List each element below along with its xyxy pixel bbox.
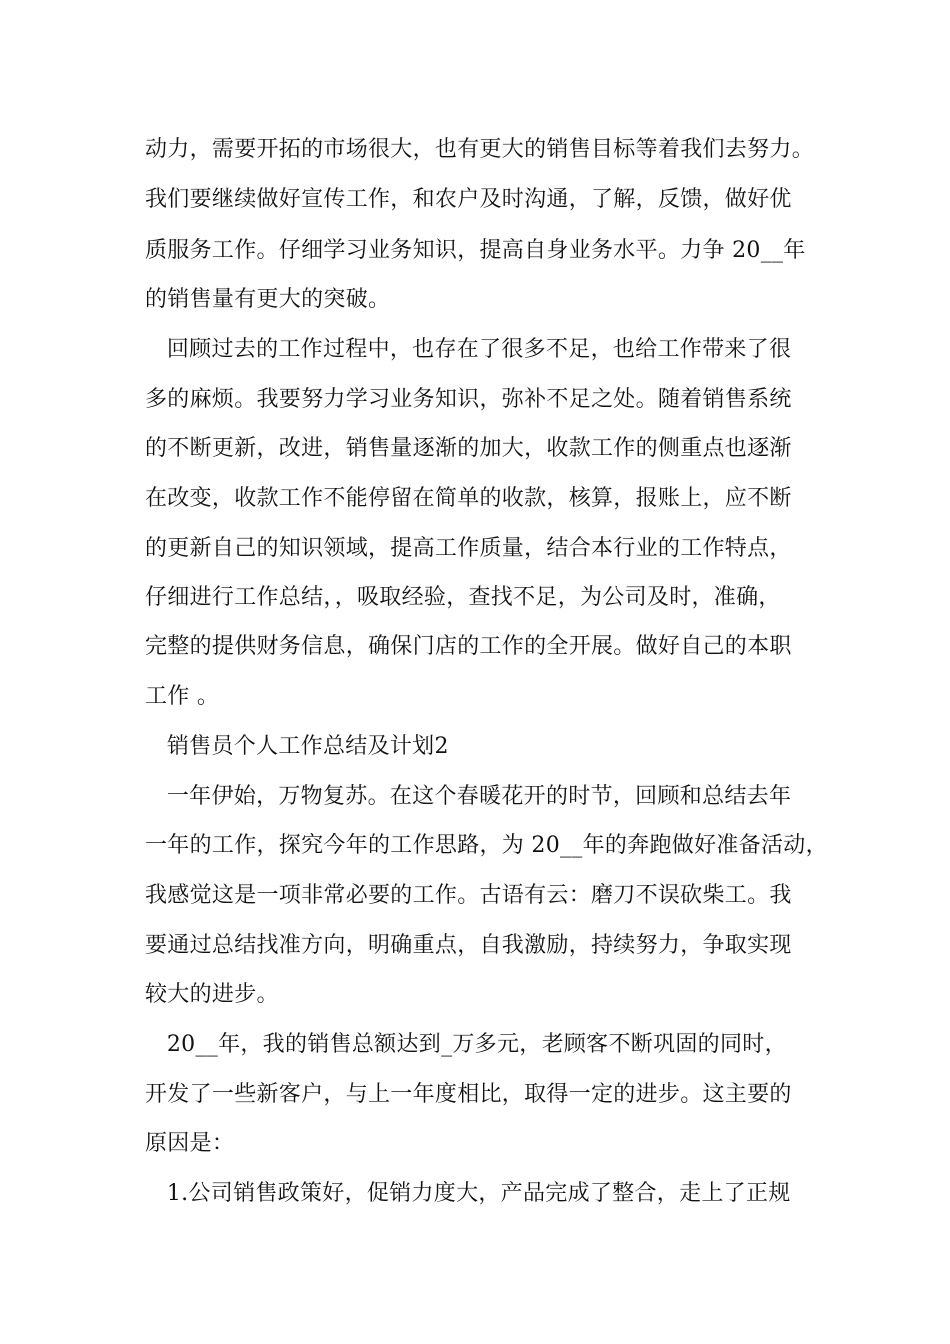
text-line: 质服务工作。仔细学习业务知识，提高自身业务水平。力争 20__年 [145,238,806,263]
text-line: 较大的进步。 [145,982,279,1007]
text-line: 完整的提供财务信息，确保门店的工作的全开展。做好自己的本职 [145,634,792,659]
text-line: 回顾过去的工作过程中，也存在了很多不足，也给工作带来了很 [145,337,792,362]
text-line: 原因是： [145,1131,235,1156]
text-line: 开发了一些新客户，与上一年度相比，取得一定的进步。这主要的 [145,1082,792,1107]
text-line: 我感觉这是一项非常必要的工作。古语有云：磨刀不误砍柴工。我 [145,883,792,908]
text-line: 的不断更新，改进，销售量逐渐的加大，收款工作的侧重点也逐渐 [145,436,792,461]
text-line: 工作 。 [145,684,220,709]
text-line: 20__年，我的销售总额达到_万多元，老顾客不断巩固的同时， [145,1032,787,1057]
text-line: 的销售量有更大的突破。 [145,287,391,312]
text-line: 一年伊始，万物复苏。在这个春暖花开的时节，回顾和总结去年 [145,784,792,809]
text-line: 要通过总结找准方向，明确重点，自我激励，持续努力，争取实现 [145,933,792,958]
text-line: 在改变，收款工作不能停留在简单的收款，核算，报账上，应不断 [145,486,792,511]
text-line: 1.公司销售政策好，促销力度大，产品完成了整合，走上了正规 [145,1181,791,1206]
section-heading: 销售员个人工作总结及计划2 [145,734,449,759]
text-line: 多的麻烦。我要努力学习业务知识，弥补不足之处。随着销售系统 [145,387,792,412]
text-line: 动力，需要开拓的市场很大，也有更大的销售目标等着我们去努力。 [145,137,815,162]
text-line: 仔细进行工作总结，，吸取经验，查找不足，为公司及时，准确， [145,585,781,610]
text-line: 一年的工作，探究今年的工作思路，为 20__年的奔跑做好准备活动， [145,833,828,858]
text-line: 的更新自己的知识领域，提高工作质量，结合本行业的工作特点， [145,536,792,561]
text-line: 我们要继续做好宣传工作，和农户及时沟通，了解，反馈，做好优 [145,187,792,212]
